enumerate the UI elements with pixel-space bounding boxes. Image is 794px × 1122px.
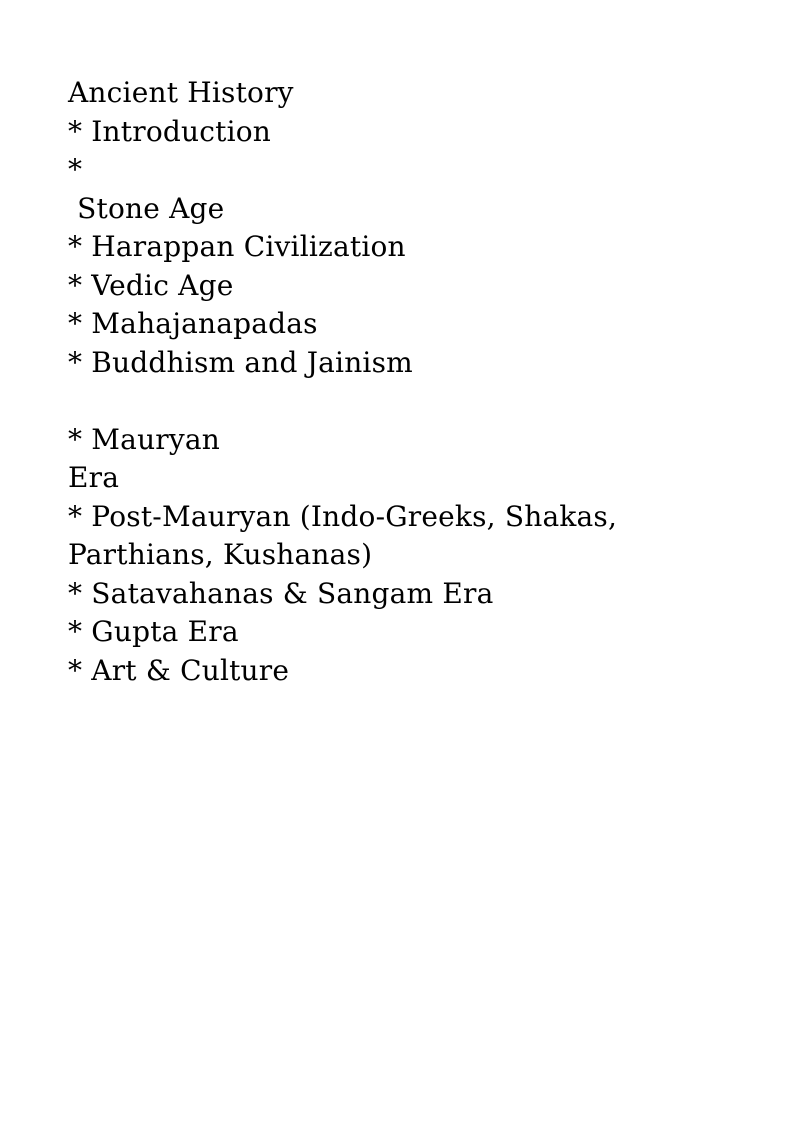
list-item-vedic-age: * Vedic Age xyxy=(68,268,234,302)
list-item-mahajanapadas: * Mahajanapadas xyxy=(68,307,318,340)
list-item-post-mauryan: * Post-Mauryan (Indo-Greeks, Shakas, xyxy=(68,499,618,533)
list-item-empty-bullet: * xyxy=(68,153,83,186)
list-item-buddhism-jainism: * Buddhism and Jainism xyxy=(68,345,413,379)
blank-line xyxy=(68,382,754,421)
list-item-mauryan: * Mauryan xyxy=(68,422,221,456)
list-item-introduction: * Introduction xyxy=(68,114,272,148)
list-item-satavahanas-sangam: * Satavahanas & Sangam Era xyxy=(68,576,494,610)
list-item-stone-age: Stone Age xyxy=(68,191,225,225)
list-item-gupta-era: * Gupta Era xyxy=(68,615,239,648)
page-title: Ancient History xyxy=(68,76,294,109)
list-item-harappan: * Harappan Civilization xyxy=(68,230,406,263)
list-item-post-mauryan-wrap: Parthians, Kushanas) xyxy=(68,538,373,571)
list-item-art-culture: * Art & Culture xyxy=(68,653,290,687)
topic-list xyxy=(68,74,754,690)
list-item-mauryan-era-wrap: Era xyxy=(68,461,120,494)
